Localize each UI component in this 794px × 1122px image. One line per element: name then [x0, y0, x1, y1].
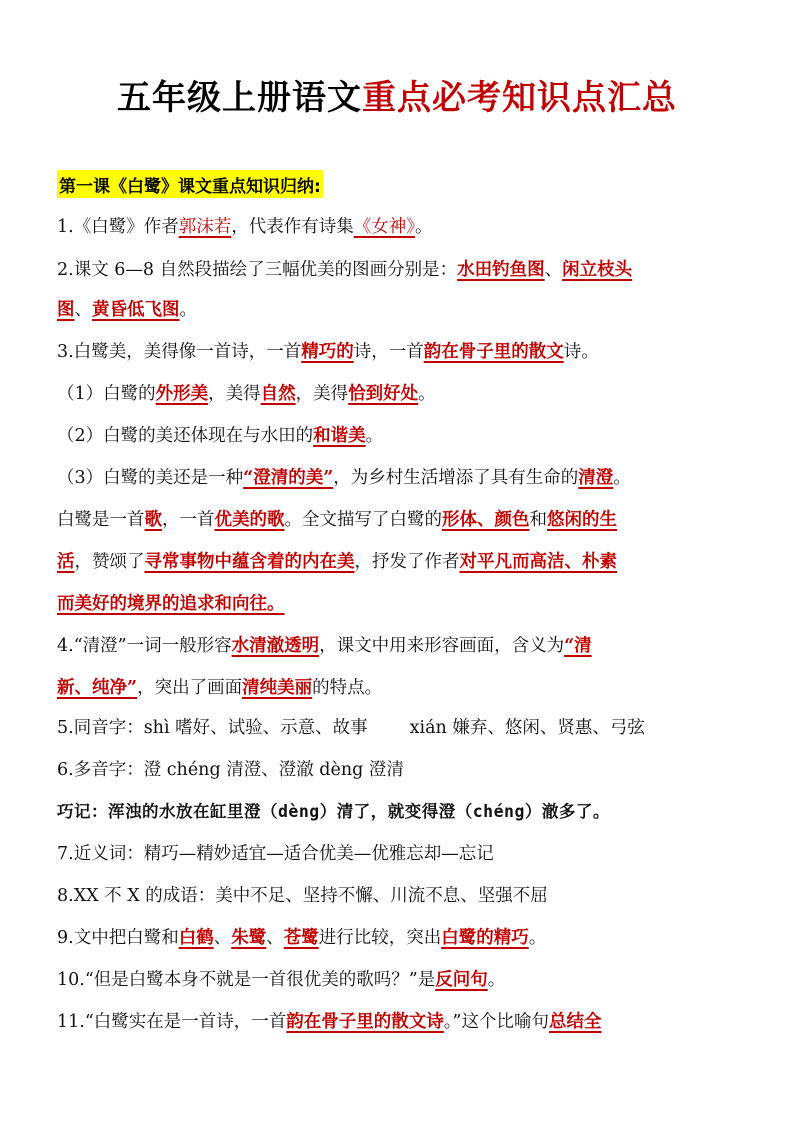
body-text: 、	[74, 300, 92, 320]
title-red: 重点必考知识点汇总	[362, 78, 677, 118]
section-heading: 第一课《白鹭》课文重点知识归纳:	[57, 170, 323, 198]
body-text: ，抒发了作者	[354, 552, 460, 572]
body-text: ，美得	[295, 384, 349, 404]
body-text: 和	[529, 510, 547, 530]
point-5-homophones	[57, 716, 741, 740]
key-point-text: 清澄	[578, 468, 614, 488]
key-point-text: 自然	[260, 384, 296, 404]
body-text: 、	[213, 928, 232, 948]
key-point-text: 韵在骨子里的散文诗	[286, 1012, 444, 1032]
body-text: （1）白鹭的	[57, 384, 156, 404]
body-text: 9.文中把白鹭和	[57, 928, 179, 948]
body-text: 诗。	[563, 342, 599, 362]
key-point-text: 图	[57, 300, 75, 320]
body-text: 6.多音字：澄 chéng 清澄、澄澈 dèng 澄清	[57, 760, 404, 780]
body-text: 11.“白鹭实在是一首诗，一首	[57, 1012, 287, 1032]
body-text: 。	[365, 426, 384, 446]
key-point-text: 恰到好处	[348, 384, 419, 404]
point-3-1	[57, 382, 741, 406]
body-text: 白鹭是一首	[57, 510, 145, 530]
body-text: 4.“清澄”一词一般形容	[57, 636, 232, 656]
point-2	[57, 258, 741, 282]
body-text: 。	[418, 384, 436, 404]
body-text: 。	[414, 217, 433, 237]
summary-line-1	[57, 508, 741, 532]
key-point-text: 白鹤	[178, 928, 214, 948]
body-text: ，一首	[162, 510, 215, 530]
key-point-text: 闲立枝头	[562, 260, 633, 280]
point-3	[57, 340, 741, 364]
body-text: 诗，一首	[353, 342, 424, 362]
body-text: ，赞颂了	[74, 552, 145, 572]
point-3-2	[57, 424, 741, 448]
key-point-text: 黄昏低飞图	[92, 300, 180, 320]
key-point-text: “澄清的美”	[243, 468, 334, 488]
body-text: ，课文中用来形容画面，含义为	[319, 636, 565, 656]
key-point-text: 悠闲的生	[547, 510, 617, 530]
body-text: 5.同音字：shì 嗜好、试验、示意、故事	[57, 718, 368, 738]
key-point-text: 总结全	[548, 1012, 602, 1032]
key-point-text: 歌	[144, 510, 162, 530]
body-text: xián 嫌弃、悠闲、贤惠、弓弦	[409, 718, 645, 738]
key-point-text: 和谐美	[313, 426, 366, 446]
body-text: 、	[266, 928, 284, 948]
page-title	[0, 70, 794, 119]
body-text: 。”这个比喻句	[443, 1012, 549, 1032]
point-11	[57, 1010, 741, 1034]
key-point-text: 形体、颜色	[442, 510, 530, 530]
body-text: （2）白鹭的美还体现在与水田的	[57, 426, 314, 446]
key-point-text: 寻常事物中蕴含着的内在美	[144, 552, 355, 572]
body-text: ，为乡村生活增添了具有生命的	[333, 468, 579, 488]
point-9	[57, 926, 741, 950]
point-7-synonyms	[57, 842, 741, 866]
key-point-text: 活	[57, 552, 75, 572]
key-point-text: 新、纯净”	[57, 678, 138, 698]
body-text: 3.白鹭美，美得像一首诗，一首	[57, 342, 302, 362]
summary-line-2	[57, 550, 741, 574]
key-point-text: 优美的歌	[214, 510, 285, 530]
body-text: 2.课文 6—8 自然段描绘了三幅优美的图画分别是：	[57, 260, 458, 280]
key-point-text: 而美好的境界的追求和向往。	[57, 594, 285, 614]
body-text: 。	[179, 300, 197, 320]
body-text: 。全文描写了白鹭的	[284, 510, 442, 530]
summary-line-3	[57, 592, 741, 616]
key-point-text: “清	[564, 636, 592, 656]
key-point-text: 朱鹭	[231, 928, 267, 948]
body-text: 10.“但是白鹭本身不就是一首很优美的歌吗？”是	[57, 970, 436, 990]
key-point-text: 外形美	[155, 384, 209, 404]
body-text: ，突出了画面	[137, 678, 243, 698]
key-point-text: 精巧的	[301, 342, 354, 362]
key-point-text: 苍鹭	[283, 928, 319, 948]
point-4	[57, 634, 741, 658]
key-point-text: 水田钓鱼图	[457, 260, 545, 280]
memory-tip: 巧记：浑浊的水放在缸里澄（dèng）清了，就变得澄（chéng）澈多了。	[57, 802, 610, 821]
body-text: 7.近义词：精巧—精妙适宜—适合优美—优雅忘却—忘记	[57, 844, 494, 864]
body-text: ，美得	[208, 384, 261, 404]
body-text: 、	[544, 260, 563, 280]
key-point-text: 反问句	[435, 970, 488, 990]
body-text: 1.《白鹭》作者	[57, 217, 179, 237]
point-10	[57, 968, 741, 992]
point-4-cont	[57, 676, 741, 700]
key-point-text: 清纯美丽	[242, 678, 313, 698]
key-point-text: 白鹭的精巧	[441, 928, 529, 948]
body-text: 。	[487, 970, 506, 990]
body-text: 。	[528, 928, 547, 948]
author-name: 郭沫若	[178, 217, 232, 237]
body-text: 。	[613, 468, 631, 488]
body-text: 进行比较，突出	[318, 928, 442, 948]
point-2-cont	[57, 298, 741, 322]
key-point-text: 韵在骨子里的散文	[423, 342, 564, 362]
body-text: 8.XX 不 X 的成语：美中不足、坚持不懈、川流不息、坚强不屈	[57, 886, 548, 906]
point-1	[57, 215, 741, 239]
point-8-idioms	[57, 884, 741, 908]
body-text: 的特点。	[312, 678, 383, 698]
poem-collection: 《女神》	[353, 217, 415, 237]
title-black: 五年级上册语文	[117, 78, 362, 118]
body-text: ，代表作有诗集	[231, 217, 354, 237]
key-point-text: 对平凡而高洁、朴素	[459, 552, 617, 572]
body-text: （3）白鹭的美还是一种	[57, 468, 244, 488]
key-point-text: 水清澈透明	[231, 636, 320, 656]
point-3-3	[57, 466, 741, 490]
point-6-polyphones	[57, 758, 741, 782]
